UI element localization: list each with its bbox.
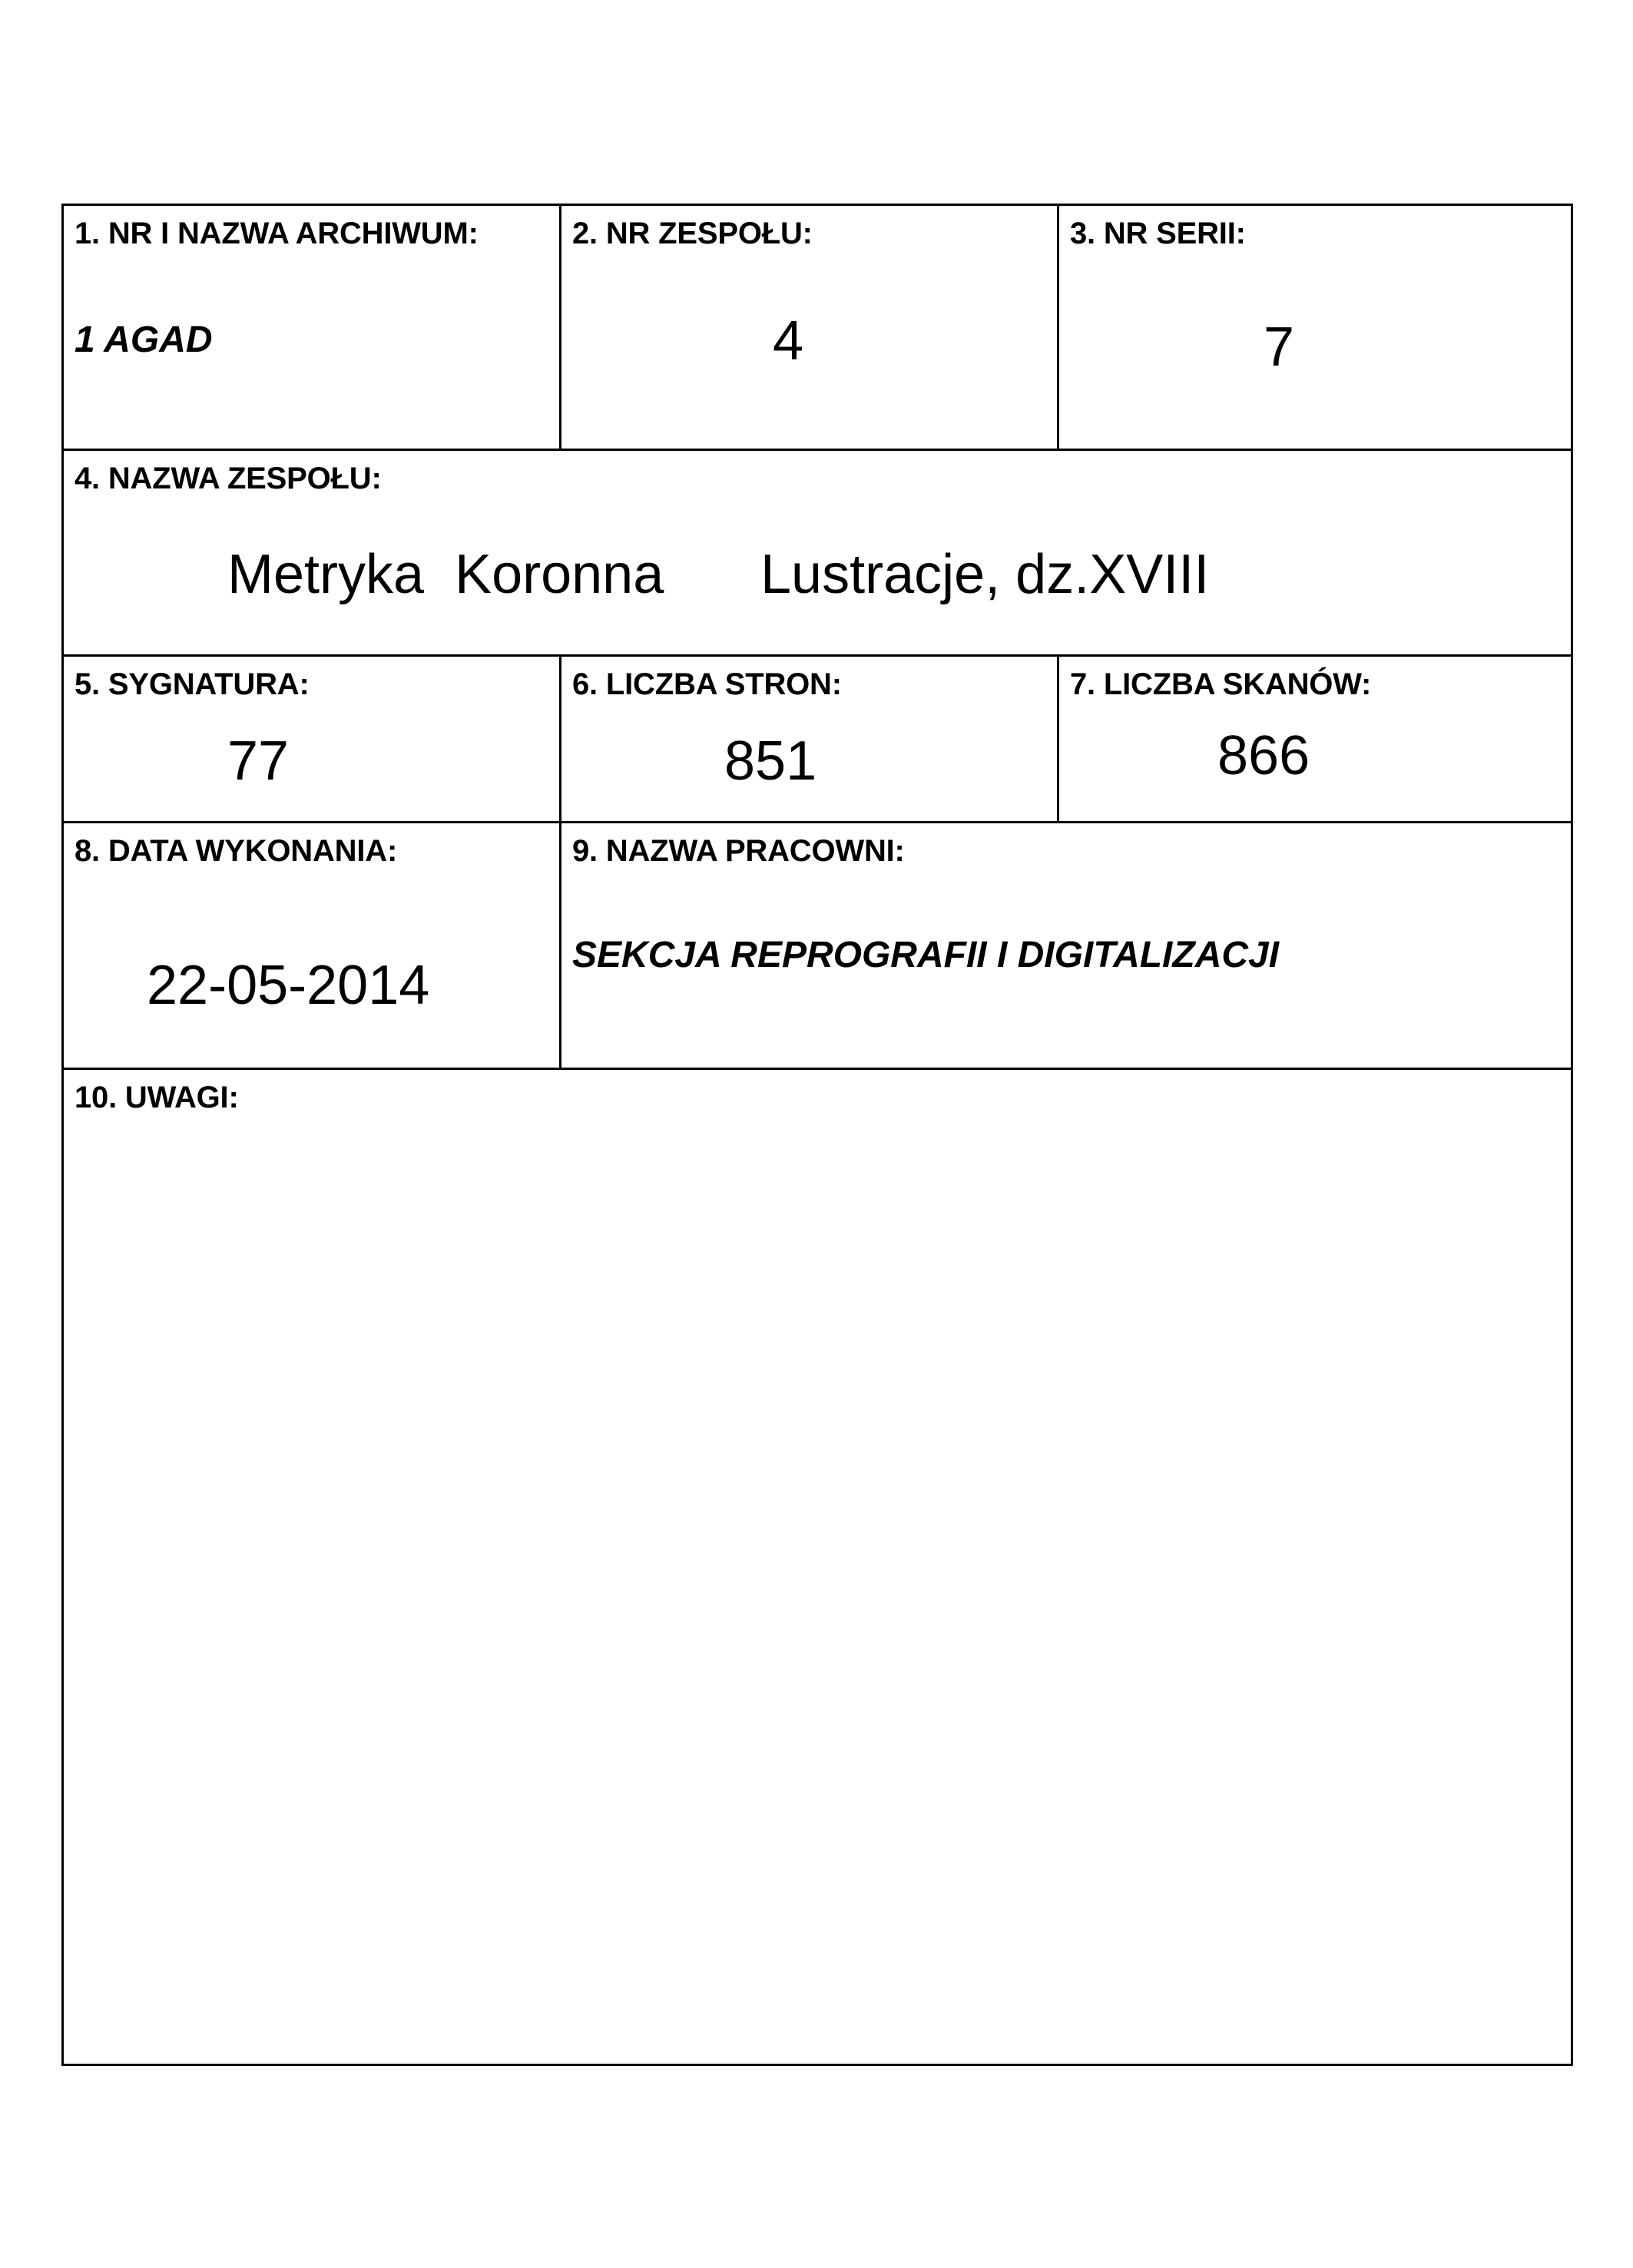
fonds-no-value: 4 bbox=[773, 310, 804, 372]
archive-metadata-form bbox=[61, 204, 1573, 2066]
archive-value: 1 AGAD bbox=[75, 320, 213, 360]
date-cell bbox=[64, 823, 559, 1068]
date-label: 8. DATA WYKONANIA: bbox=[75, 834, 398, 868]
series-no-label: 3. NR SERII: bbox=[1070, 217, 1246, 250]
date-value: 22-05-2014 bbox=[147, 955, 430, 1016]
series-no-value: 7 bbox=[1264, 316, 1295, 378]
workshop-label: 9. NAZWA PRACOWNI: bbox=[572, 834, 905, 868]
fonds-no-label: 2. NR ZESPOŁU: bbox=[572, 217, 813, 250]
workshop-value: SEKCJA REPROGRAFII I DIGITALIZACJI bbox=[572, 935, 1280, 975]
scan-count-cell bbox=[1059, 657, 1571, 821]
signature-value: 77 bbox=[227, 730, 290, 792]
scan-count-label: 7. LICZBA SKANÓW: bbox=[1070, 667, 1372, 701]
notes-label: 10. UWAGI: bbox=[75, 1081, 239, 1114]
series-no-cell bbox=[1059, 206, 1571, 449]
fonds-name-label: 4. NAZWA ZESPOŁU: bbox=[75, 462, 382, 495]
workshop-cell bbox=[561, 823, 1571, 1068]
signature-label: 5. SYGNATURA: bbox=[75, 667, 310, 701]
page-count-label: 6. LICZBA STRON: bbox=[572, 667, 842, 701]
signature-cell bbox=[64, 657, 559, 821]
scan-count-value: 866 bbox=[1217, 725, 1310, 786]
fonds-name-value-part2: Lustracje, dz.XVIII bbox=[760, 544, 1210, 605]
fonds-no-cell bbox=[561, 206, 1057, 449]
fonds-name-cell bbox=[64, 451, 1571, 654]
archive-cell bbox=[64, 206, 559, 449]
fonds-name-value-part1: Metryka Koronna bbox=[227, 544, 664, 605]
page-count-cell bbox=[561, 657, 1057, 821]
page-count-value: 851 bbox=[724, 730, 817, 792]
notes-cell bbox=[64, 1070, 1571, 2064]
archive-label: 1. NR I NAZWA ARCHIWUM: bbox=[75, 217, 479, 250]
